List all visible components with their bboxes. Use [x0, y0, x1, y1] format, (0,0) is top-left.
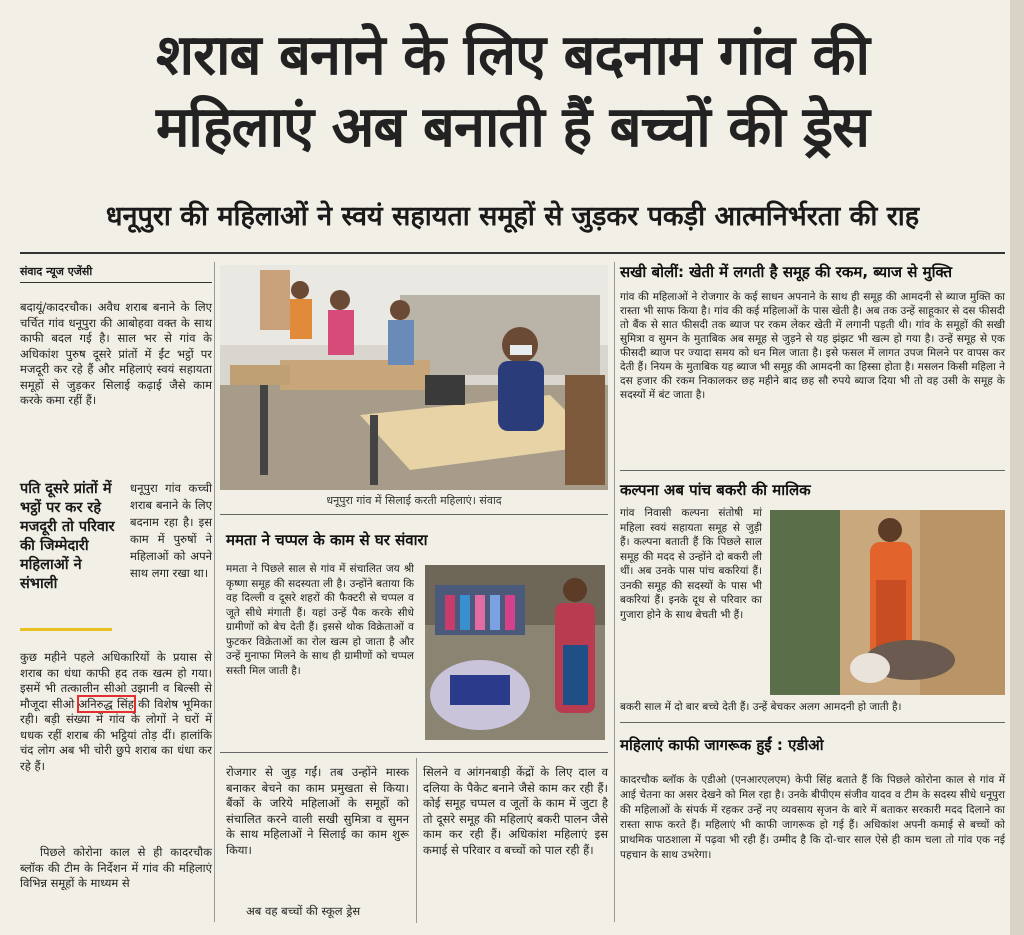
sakhi-bottom-rule: [620, 470, 1005, 471]
photo-women-sewing: [220, 265, 608, 490]
body-last-paragraph: पिछले कोरोना काल से ही कादरचौक ब्लॉक की टीम के निर्देशन में गांव की महिलाएं विभिन्न समूहों के माध्यम से: [20, 845, 212, 890]
side-column-text: धनूपुरा गांव कच्ची शराब बनाने के लिए बदनाम रहा है। इस काम में पुरुषों ने महिलाओं को अपने साथ लगा रखा था।: [130, 481, 212, 580]
kalpana-last-line: बकरी साल में दो बार बच्चे देती हैं। उन्हें बेचकर अलग आमदनी हो जाती है।: [620, 701, 902, 713]
body-before: कुछ महीने पहले अधिकारियों के प्रयास से शराब का धंधा काफी हद तक खत्म हो गया। इसमें भी तत्कालीन सीओ उझानी व बिल्सी से मौजूदा सीओ: [20, 650, 212, 711]
lead-paragraph: बदायूं/कादरचौक। अवैध शराब बनाने के लिए चर्चित गांव धनूपुरा की आबोहवा वक्त के साथ काफी बदल गई है। साल भर से गांव के अधिकांश पुरुष दूसरे प्रांतों में ईंट भट्ठों पर मजदूरी कर रहे हैं और महिलाएं स्वयं सहायता समूहों से जुड़कर सिलाई कढ़ाई जैसे काम करके कमा रहीं हैं।: [20, 300, 212, 407]
aware-text: कादरचौक ब्लॉक के एडीओ (एनआरएलएम) केपी सिंह बताते हैं कि पिछले कोरोना काल से गांव में आई चेतना का असर देखने को मिल रहा है। उनके बीपीएम संजीव यादव व टीम के सदस्य सीधे धनूपुरा की महिलाओं के संपर्क में रहकर उन्हें नए व्यवसाय सृजन के बारे में बताकर सरकारी मदद दिलाने का रास्ता साफ करते हैं। महिलाएं भी काफी जागरूक हो गई हैं। अधिकांश अपनी कमाई से बच्चों को प्राथमिक पाठशाला में पढ़वा भी रही हैं। उम्मीद है कि दो-चार साल ऐसे ही काम चला तो गांव एक नई पहचान के साथ उभरेगा।: [620, 774, 1005, 861]
body-paragraph: [20, 650, 212, 774]
kalpana-text: गांव निवासी कल्पना संतोषी मां महिला स्वयं सहायता समूह से जुड़ी हैं। कल्पना बताती हैं कि पिछले साल समूह की मदद से उन्होंने दो बकरी ली थीं। अब उनके पास पांच बकरियां हैं। उनकी समूह की सदस्यों के पास भी बकरियां हैं। इनके दूध से परिवार का गुजारा होने के साथ बेचती भी हैं।: [620, 507, 762, 621]
page-edge: [1010, 0, 1024, 935]
subheadline: धनूपुरा की महिलाओं ने स्वयं सहायता समूहों से जुड़कर पकड़ी आत्मनिर्भरता की राह: [105, 201, 920, 232]
kalpana-bottom-rule: [620, 722, 1005, 723]
headline-line-2: महिलाएं अब बनाती हैं बच्चों की ड्रेस: [155, 95, 870, 160]
column-divider-2: [416, 758, 417, 923]
highlighted-name: अनिरुद्ध सिंह: [78, 696, 134, 711]
mamta-heading: ममता ने चप्पल के काम से घर संवारा: [226, 531, 428, 549]
sakhi-heading: सखी बोलीं: खेती में लगती है समूह की रकम, ब्याज से मुक्ति: [620, 263, 953, 281]
byline: संवाद न्यूज एजेंसी: [20, 265, 93, 278]
pullquote: पति दूसरे प्रांतों में भट्ठों पर कर रहे मजदूरी तो परिवार की जिम्मेदारी महिलाओं ने संभाली: [20, 481, 115, 592]
pullquote-accent: [20, 628, 112, 631]
body-after: की विशेष भूमिका रही। बड़ी संख्या में गांव के लोगों ने घरों में धधक रहीं शराब की भट्ठियां तोड़ दीं। हालांकि चंद लोग अब भी चोरी छुपे शराब का धंधा कर रहे हैं।: [20, 696, 212, 773]
col2-last: अब वह बच्चों की स्कूल ड्रेस: [246, 904, 361, 918]
sewing-photo-illustration: [220, 265, 608, 490]
kalpana-photo-illustration: [770, 510, 1005, 695]
header-rule: [20, 252, 1005, 254]
col3-text: सिलने व आंगनबाड़ी केंद्रों के लिए दाल व दलिया के पैकेट बनाने जैसे काम कर रही हैं। कोई समूह चप्पल व जूतों के काम में जुटा है तो दूसरे समूह की महिलाएं बकरी पालन जैसे काम कर रही हैं। अधिकांश महिलाएं इस कमाई से परिवार व बच्चों को पाल रही हैं।: [423, 765, 608, 857]
mamta-text: ममता ने पिछले साल से गांव में संचालित जय श्री कृष्णा समूह की सदस्यता ली है। उन्होंने बताया कि वह दिल्ली व दूसरे शहरों की फैक्टरी से चप्पल व जूते सीधे मंगाती हैं। यहां उन्हें पैक करके सीधे ग्रामीणों को बेच देती हैं। इससे थोक विक्रेताओं व फुटकर विक्रेताओं का रोल खत्म हो जाता है और उन्हें मुनाफा मिलने के साथ ही ग्रामीणों को चप्पल सस्ती मिल जाती है।: [226, 563, 414, 677]
headline: [20, 20, 1005, 164]
photo-kalpana-goat: [770, 510, 1005, 695]
main-photo-caption: धनूपुरा गांव में सिलाई करती महिलाएं। संवाद: [326, 494, 502, 507]
headline-line-1: शराब बनाने के लिए बदनाम गांव की: [156, 23, 869, 88]
mamta-top-rule: [220, 514, 608, 515]
mamta-photo-illustration: [425, 565, 605, 740]
photo-mamta-slippers: [425, 565, 605, 740]
mamta-bottom-rule: [220, 752, 608, 753]
column-divider-1: [214, 262, 215, 922]
sakhi-text: गांव की महिलाओं ने रोजगार के कई साधन अपनाने के साथ ही समूह की आमदनी से ब्याज मुक्ति का रास्ता भी साफ किया है। गांव की कई महिलाओं के पास खेती है। अब तक उन्हें साहूकार से दस फीसदी तो बैंक से सात फीसदी तक ब्याज पर रकम लेकर खेती में लगानी पड़ती थी। गांव के समूहों की सखी सुमित्रा व सुमन के मुताबिक अब समूह से जुड़ने से यह झंझट भी खत्म हो गया है। उन्हें समूह से एक फीसदी ब्याज पर ज्यादा समय को धन मिल जाता है। इसे फसल में लागत उपज मिलने पर वापस कर देती हैं। नियम के मुताबिक यह ब्याज भी समूह की आमदनी का हिस्सा होता है। मसलन किसी महिला ने दस हजार की रकम निकालकर छह महीने बाद छह सौ रुपये ब्याज दिया भी तो वह उसी के समूह के सदस्यों में बंट जाता है।: [620, 291, 1005, 401]
kalpana-heading: कल्पना अब पांच बकरी की मालिक: [620, 481, 811, 499]
byline-rule: [20, 282, 212, 283]
aware-heading: महिलाएं काफी जागरूक हुईं : एडीओ: [620, 736, 824, 754]
column-divider-3: [614, 262, 615, 922]
col2-text: रोजगार से जुड़ गईं। तब उन्होंने मास्क बनाकर बेचने का काम प्रमुखता से किया। बैंकों के जरिये महिलाओं के समूहों को संचालित करने वाली सखी सुमित्रा व सुमन के साथ महिलाओं ने सिलाई का काम शुरू किया।: [226, 765, 409, 857]
